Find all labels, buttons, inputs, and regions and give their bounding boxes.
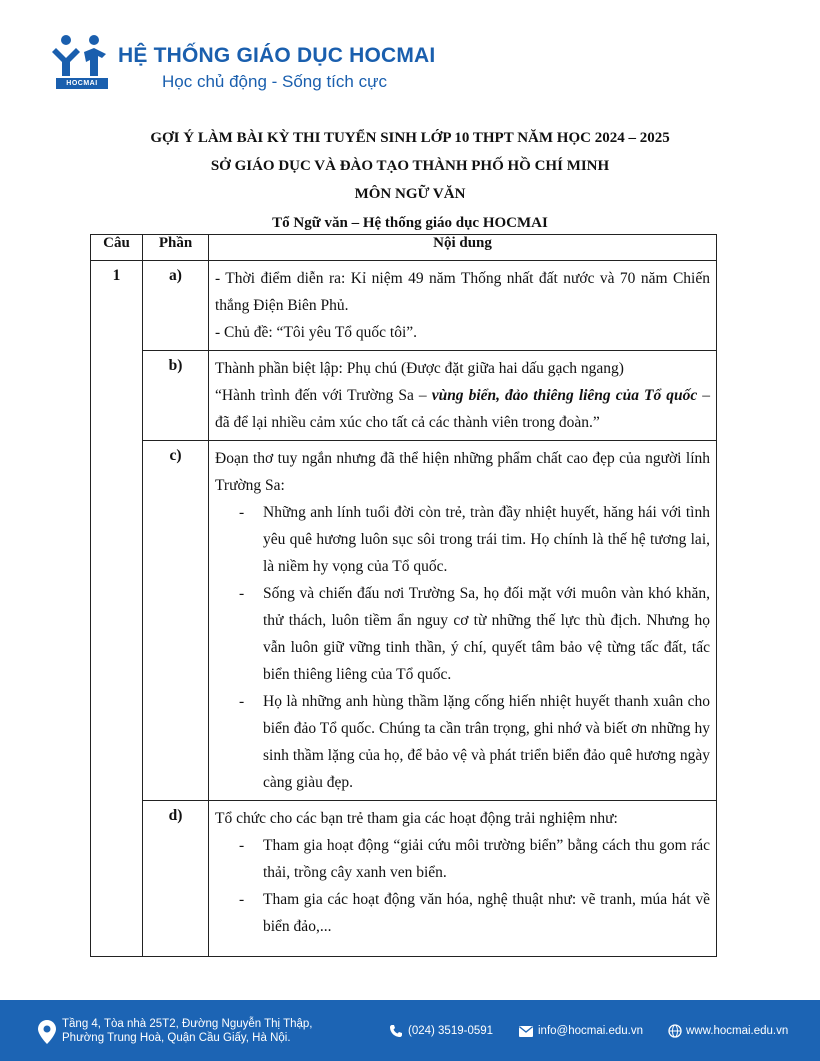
list-item: - Tham gia hoạt động “giải cứu môi trường biển” bằng cách thu gom rác thải, trồng cây xanh ven biển.: [239, 837, 710, 881]
list-item: - Sống và chiến đấu nơi Trường Sa, họ đối mặt với muôn vàn khó khăn, thử thách, luôn tiềm ẩn nguy cơ từ những thế lực thù địch. Nhưng họ vẫn luôn giữ vững tinh thần, ý chí, quyết tâm bảo vệ từng tấc đất, tấc biển thiêng liêng của Tổ quốc.: [239, 585, 710, 683]
cell-cau-number: 1: [91, 261, 143, 957]
footer-website[interactable]: www.hocmai.edu.vn: [686, 1025, 789, 1037]
location-pin-icon: [38, 1020, 56, 1044]
doc-title-line4: Tổ Ngữ văn – Hệ thống giáo dục HOCMAI: [272, 215, 548, 231]
cell-content-c: [209, 441, 717, 801]
quote-bold: vùng biển, đảo thiêng liêng của Tổ quốc: [431, 387, 698, 404]
content-d-intro: Tổ chức cho các bạn trẻ tham gia các hoạt động trải nghiệm như:: [215, 810, 618, 827]
header-cau: Câu: [91, 235, 143, 261]
content-a-line1: - Thời điểm diễn ra: Kỉ niệm 49 năm Thống nhất đất nước và 70 năm Chiến thắng Điện Biên Phủ.: [215, 270, 710, 314]
logo-sub-label: HOCMAI: [56, 78, 108, 89]
cell-phan-c: c): [143, 441, 209, 801]
list-item: - Những anh lính tuổi đời còn trẻ, tràn đầy nhiệt huyết, hăng hái với tình yêu quê hương luôn sục sôi trong trái tim. Họ chính là thế hệ tương lai, là niềm hy vọng của Tổ quốc.: [239, 504, 710, 575]
content-a-line2: - Chủ đề: “Tôi yêu Tổ quốc tôi”.: [215, 324, 418, 341]
content-c-intro: Đoạn thơ tuy ngắn nhưng đã thể hiện những phẩm chất cao đẹp của người lính Trường Sa:: [215, 450, 710, 494]
phone-icon: [389, 1024, 403, 1038]
table-row-c: [91, 441, 717, 801]
cell-content-a: [209, 261, 717, 351]
list-item: - Họ là những anh hùng thầm lặng cống hiến nhiệt huyết thanh xuân cho biển đảo Tổ quốc. Chúng ta cần trân trọng, ghi nhớ và biết ơn những hy sinh thầm lặng của họ, để bảo vệ và phát triển biển đảo quê hương ngày càng giàu đẹp.: [239, 693, 710, 791]
globe-icon: [668, 1024, 682, 1038]
doc-title-line1: GỢI Ý LÀM BÀI KỲ THI TUYỂN SINH LỚP 10 THPT NĂM HỌC 2024 – 2025: [150, 130, 670, 146]
brand-header: [52, 32, 512, 92]
cell-content-b: [209, 351, 717, 441]
quote-end: – đã để lại nhiều cảm xúc cho tất cả các thành viên trong đoàn.”: [215, 387, 711, 431]
content-b-quote: [215, 382, 710, 436]
footer-phone[interactable]: (024) 3519-0591: [408, 1025, 494, 1037]
header-phan: Phần: [143, 235, 209, 261]
brand-slogan: Học chủ động - Sống tích cực: [162, 72, 387, 91]
footer-email[interactable]: info@hocmai.edu.vn: [538, 1025, 644, 1037]
table-row-d: [91, 801, 717, 957]
cell-phan-d: d): [143, 801, 209, 957]
brand-title: HỆ THỐNG GIÁO DỤC HOCMAI: [118, 44, 436, 67]
table-row-a: [91, 261, 717, 351]
doc-title-line3: MÔN NGỮ VĂN: [354, 186, 466, 202]
header-noidung: Nội dung: [209, 235, 717, 261]
doc-title-line2: SỞ GIÁO DỤC VÀ ĐÀO TẠO THÀNH PHỐ HỒ CHÍ MINH: [210, 158, 610, 174]
cell-phan-b: b): [143, 351, 209, 441]
document-title-block: [0, 124, 820, 237]
footer-address: Tầng 4, Tòa nhà 25T2, Đường Nguyễn Thị Thập, Phường Trung Hoà, Quận Cầu Giấy, Hà Nội.: [62, 1018, 313, 1044]
content-b-line1: Thành phần biệt lập: Phụ chú (Được đặt giữa hai dấu gạch ngang): [215, 360, 624, 377]
quote-start: “Hành trình đến với Trường Sa –: [215, 387, 432, 404]
list-item: - Tham gia các hoạt động văn hóa, nghệ thuật như: vẽ tranh, múa hát về biển đảo,...: [239, 891, 710, 935]
table-header-row: [91, 235, 717, 261]
cell-phan-a: a): [143, 261, 209, 351]
cell-content-d: [209, 801, 717, 957]
table-row-b: [91, 351, 717, 441]
answer-table: [90, 234, 717, 957]
page-footer: [0, 1000, 820, 1061]
mail-icon: [519, 1026, 533, 1037]
